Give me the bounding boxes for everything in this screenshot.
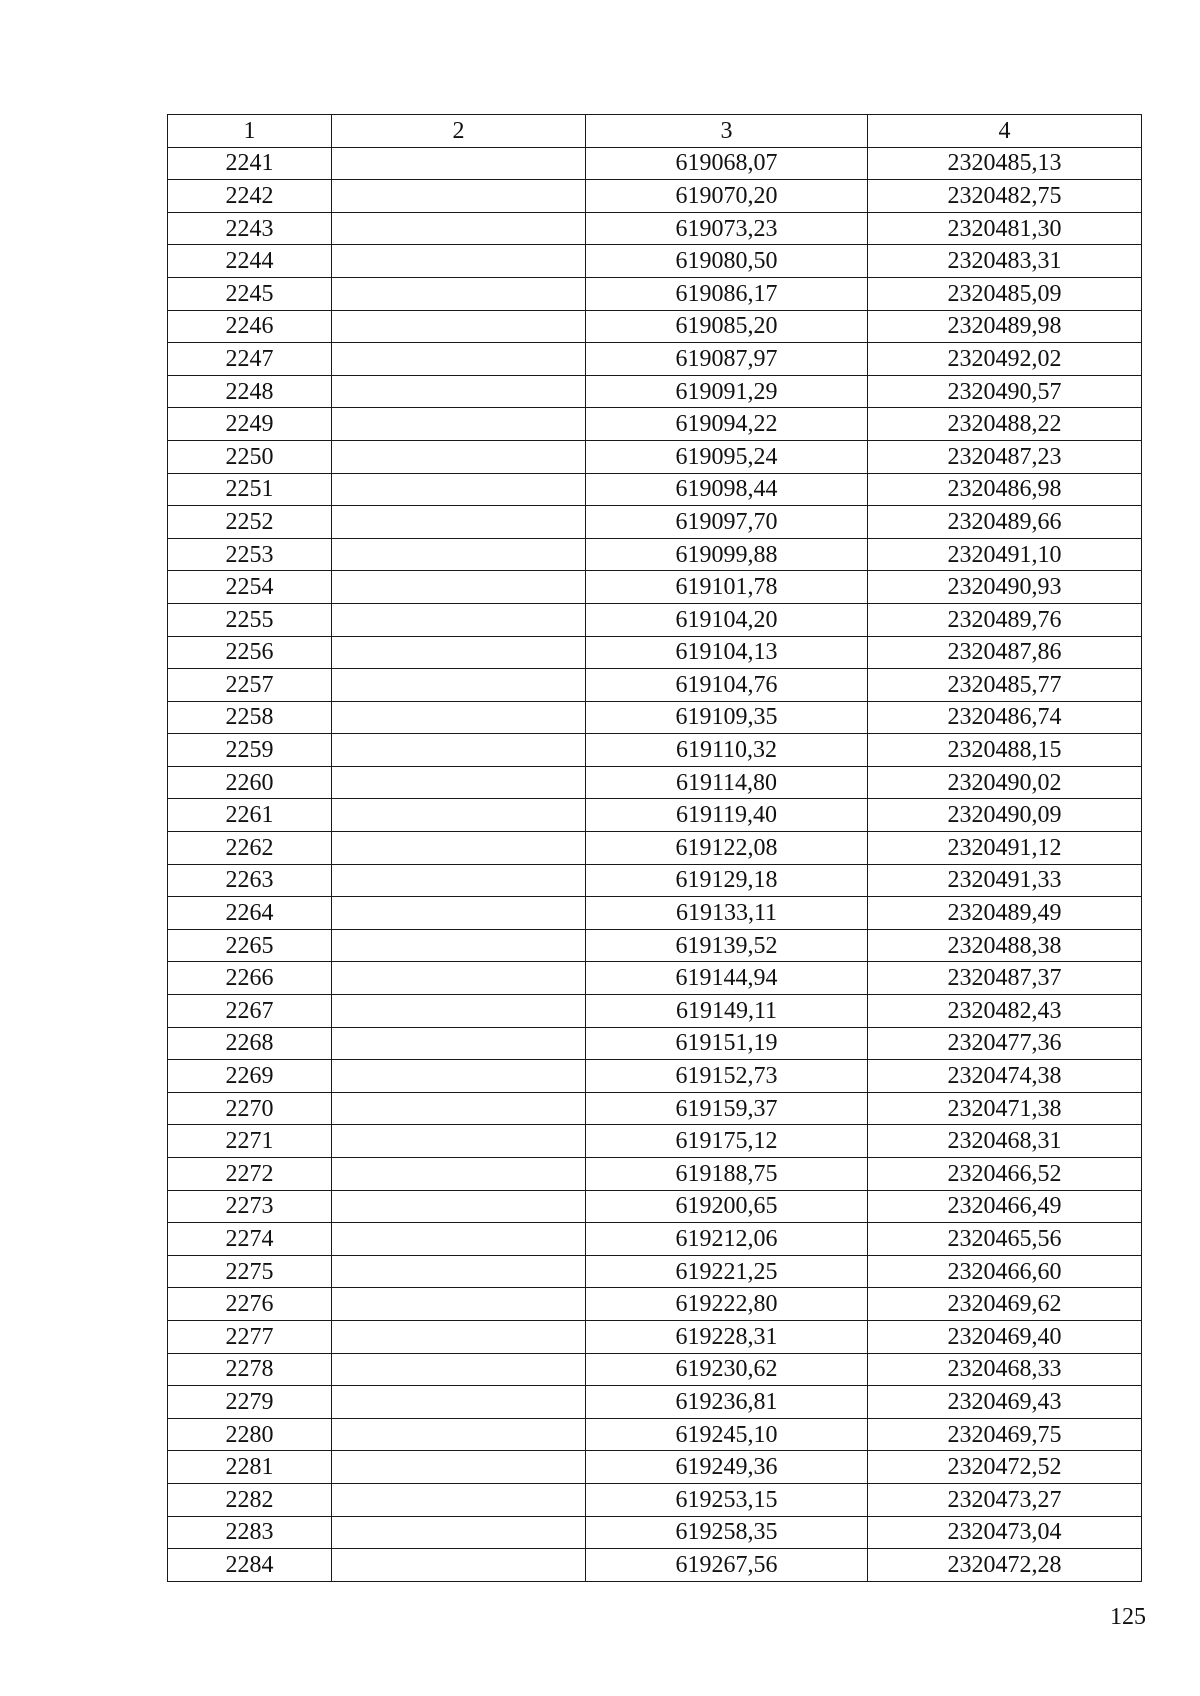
description-cell: [332, 375, 586, 408]
description-cell: [332, 734, 586, 767]
y-coordinate-cell: 2320486,74: [868, 701, 1142, 734]
x-coordinate-cell: 619122,08: [586, 832, 868, 865]
table-row: [168, 1386, 1142, 1419]
point-number-cell: 2256: [168, 636, 332, 669]
description-cell: [332, 277, 586, 310]
x-coordinate-cell: 619101,78: [586, 571, 868, 604]
header-cell-1: 1: [168, 115, 332, 148]
x-coordinate-cell: 619230,62: [586, 1353, 868, 1386]
x-coordinate-cell: 619228,31: [586, 1320, 868, 1353]
table-row: [168, 212, 1142, 245]
header-cell-2: 2: [332, 115, 586, 148]
description-cell: [332, 766, 586, 799]
x-coordinate-cell: 619151,19: [586, 1027, 868, 1060]
table-row: [168, 1353, 1142, 1386]
point-number-cell: 2257: [168, 669, 332, 702]
point-number-cell: 2262: [168, 832, 332, 865]
x-coordinate-cell: 619114,80: [586, 766, 868, 799]
description-cell: [332, 1320, 586, 1353]
y-coordinate-cell: 2320490,09: [868, 799, 1142, 832]
table-row: [168, 701, 1142, 734]
point-number-cell: 2269: [168, 1060, 332, 1093]
x-coordinate-cell: 619133,11: [586, 897, 868, 930]
x-coordinate-cell: 619139,52: [586, 929, 868, 962]
x-coordinate-cell: 619097,70: [586, 506, 868, 539]
y-coordinate-cell: 2320474,38: [868, 1060, 1142, 1093]
y-coordinate-cell: 2320485,77: [868, 669, 1142, 702]
y-coordinate-cell: 2320489,49: [868, 897, 1142, 930]
point-number-cell: 2263: [168, 864, 332, 897]
table-row: [168, 897, 1142, 930]
point-number-cell: 2249: [168, 408, 332, 441]
table-row: [168, 636, 1142, 669]
y-coordinate-cell: 2320487,37: [868, 962, 1142, 995]
description-cell: [332, 636, 586, 669]
description-cell: [332, 864, 586, 897]
x-coordinate-cell: 619149,11: [586, 995, 868, 1028]
table-row: [168, 440, 1142, 473]
point-number-cell: 2264: [168, 897, 332, 930]
table-row: [168, 799, 1142, 832]
y-coordinate-cell: 2320466,49: [868, 1190, 1142, 1223]
description-cell: [332, 1158, 586, 1191]
point-number-cell: 2271: [168, 1125, 332, 1158]
description-cell: [332, 603, 586, 636]
x-coordinate-cell: 619253,15: [586, 1483, 868, 1516]
table-row: [168, 310, 1142, 343]
y-coordinate-cell: 2320488,38: [868, 929, 1142, 962]
point-number-cell: 2282: [168, 1483, 332, 1516]
description-cell: [332, 538, 586, 571]
point-number-cell: 2272: [168, 1158, 332, 1191]
point-number-cell: 2278: [168, 1353, 332, 1386]
y-coordinate-cell: 2320491,33: [868, 864, 1142, 897]
description-cell: [332, 1092, 586, 1125]
x-coordinate-cell: 619095,24: [586, 440, 868, 473]
point-number-cell: 2276: [168, 1288, 332, 1321]
table-row: [168, 1060, 1142, 1093]
description-cell: [332, 245, 586, 278]
y-coordinate-cell: 2320489,76: [868, 603, 1142, 636]
y-coordinate-cell: 2320491,12: [868, 832, 1142, 865]
y-coordinate-cell: 2320472,28: [868, 1549, 1142, 1582]
description-cell: [332, 1516, 586, 1549]
table-row: [168, 995, 1142, 1028]
point-number-cell: 2268: [168, 1027, 332, 1060]
table-row: [168, 1320, 1142, 1353]
point-number-cell: 2247: [168, 343, 332, 376]
x-coordinate-cell: 619129,18: [586, 864, 868, 897]
x-coordinate-cell: 619236,81: [586, 1386, 868, 1419]
table-row: [168, 603, 1142, 636]
description-cell: [332, 212, 586, 245]
x-coordinate-cell: 619087,97: [586, 343, 868, 376]
point-number-cell: 2255: [168, 603, 332, 636]
y-coordinate-cell: 2320486,98: [868, 473, 1142, 506]
x-coordinate-cell: 619245,10: [586, 1418, 868, 1451]
point-number-cell: 2243: [168, 212, 332, 245]
x-coordinate-cell: 619104,20: [586, 603, 868, 636]
table-row: [168, 343, 1142, 376]
x-coordinate-cell: 619070,20: [586, 180, 868, 213]
point-number-cell: 2242: [168, 180, 332, 213]
description-cell: [332, 1483, 586, 1516]
point-number-cell: 2270: [168, 1092, 332, 1125]
table-row: [168, 571, 1142, 604]
description-cell: [332, 408, 586, 441]
y-coordinate-cell: 2320487,86: [868, 636, 1142, 669]
y-coordinate-cell: 2320487,23: [868, 440, 1142, 473]
y-coordinate-cell: 2320466,52: [868, 1158, 1142, 1191]
table-row: [168, 147, 1142, 180]
table-row: [168, 1092, 1142, 1125]
y-coordinate-cell: 2320473,27: [868, 1483, 1142, 1516]
description-cell: [332, 1418, 586, 1451]
y-coordinate-cell: 2320485,09: [868, 277, 1142, 310]
point-number-cell: 2244: [168, 245, 332, 278]
x-coordinate-cell: 619073,23: [586, 212, 868, 245]
description-cell: [332, 1060, 586, 1093]
table-row: [168, 1516, 1142, 1549]
y-coordinate-cell: 2320482,75: [868, 180, 1142, 213]
x-coordinate-cell: 619152,73: [586, 1060, 868, 1093]
description-cell: [332, 897, 586, 930]
x-coordinate-cell: 619119,40: [586, 799, 868, 832]
point-number-cell: 2280: [168, 1418, 332, 1451]
description-cell: [332, 1255, 586, 1288]
point-number-cell: 2254: [168, 571, 332, 604]
table-row: [168, 962, 1142, 995]
page-number: 125: [1110, 1604, 1146, 1630]
y-coordinate-cell: 2320472,52: [868, 1451, 1142, 1484]
table-row: [168, 1549, 1142, 1582]
x-coordinate-cell: 619200,65: [586, 1190, 868, 1223]
description-cell: [332, 1451, 586, 1484]
y-coordinate-cell: 2320488,15: [868, 734, 1142, 767]
table-row: [168, 929, 1142, 962]
description-cell: [332, 669, 586, 702]
point-number-cell: 2277: [168, 1320, 332, 1353]
description-cell: [332, 1125, 586, 1158]
table-row: [168, 408, 1142, 441]
point-number-cell: 2283: [168, 1516, 332, 1549]
table-row: [168, 277, 1142, 310]
x-coordinate-cell: 619159,37: [586, 1092, 868, 1125]
description-cell: [332, 1027, 586, 1060]
y-coordinate-cell: 2320469,75: [868, 1418, 1142, 1451]
table-row: [168, 1451, 1142, 1484]
point-number-cell: 2265: [168, 929, 332, 962]
x-coordinate-cell: 619144,94: [586, 962, 868, 995]
x-coordinate-cell: 619109,35: [586, 701, 868, 734]
table-row: [168, 766, 1142, 799]
x-coordinate-cell: 619104,76: [586, 669, 868, 702]
table-row: [168, 538, 1142, 571]
y-coordinate-cell: 2320490,93: [868, 571, 1142, 604]
description-cell: [332, 832, 586, 865]
description-cell: [332, 962, 586, 995]
point-number-cell: 2252: [168, 506, 332, 539]
point-number-cell: 2258: [168, 701, 332, 734]
point-number-cell: 2279: [168, 1386, 332, 1419]
table-row: [168, 375, 1142, 408]
y-coordinate-cell: 2320489,66: [868, 506, 1142, 539]
point-number-cell: 2267: [168, 995, 332, 1028]
table-row: [168, 864, 1142, 897]
y-coordinate-cell: 2320485,13: [868, 147, 1142, 180]
point-number-cell: 2273: [168, 1190, 332, 1223]
description-cell: [332, 995, 586, 1028]
point-number-cell: 2246: [168, 310, 332, 343]
y-coordinate-cell: 2320471,38: [868, 1092, 1142, 1125]
table-row: [168, 1027, 1142, 1060]
x-coordinate-cell: 619085,20: [586, 310, 868, 343]
description-cell: [332, 799, 586, 832]
table-row: [168, 1190, 1142, 1223]
x-coordinate-cell: 619249,36: [586, 1451, 868, 1484]
x-coordinate-cell: 619091,29: [586, 375, 868, 408]
point-number-cell: 2261: [168, 799, 332, 832]
point-number-cell: 2266: [168, 962, 332, 995]
x-coordinate-cell: 619099,88: [586, 538, 868, 571]
table-row: [168, 245, 1142, 278]
point-number-cell: 2251: [168, 473, 332, 506]
y-coordinate-cell: 2320488,22: [868, 408, 1142, 441]
table-row: [168, 669, 1142, 702]
point-number-cell: 2284: [168, 1549, 332, 1582]
description-cell: [332, 929, 586, 962]
x-coordinate-cell: 619068,07: [586, 147, 868, 180]
point-number-cell: 2259: [168, 734, 332, 767]
table-row: [168, 473, 1142, 506]
table-row: [168, 1255, 1142, 1288]
point-number-cell: 2260: [168, 766, 332, 799]
table-row: [168, 180, 1142, 213]
point-number-cell: 2241: [168, 147, 332, 180]
y-coordinate-cell: 2320492,02: [868, 343, 1142, 376]
x-coordinate-cell: 619175,12: [586, 1125, 868, 1158]
x-coordinate-cell: 619221,25: [586, 1255, 868, 1288]
y-coordinate-cell: 2320491,10: [868, 538, 1142, 571]
point-number-cell: 2275: [168, 1255, 332, 1288]
point-number-cell: 2250: [168, 440, 332, 473]
point-number-cell: 2274: [168, 1223, 332, 1256]
y-coordinate-cell: 2320466,60: [868, 1255, 1142, 1288]
y-coordinate-cell: 2320490,57: [868, 375, 1142, 408]
description-cell: [332, 180, 586, 213]
table-header-row: [168, 115, 1142, 148]
y-coordinate-cell: 2320473,04: [868, 1516, 1142, 1549]
description-cell: [332, 147, 586, 180]
description-cell: [332, 1190, 586, 1223]
y-coordinate-cell: 2320490,02: [868, 766, 1142, 799]
x-coordinate-cell: 619080,50: [586, 245, 868, 278]
y-coordinate-cell: 2320481,30: [868, 212, 1142, 245]
description-cell: [332, 571, 586, 604]
x-coordinate-cell: 619098,44: [586, 473, 868, 506]
point-number-cell: 2245: [168, 277, 332, 310]
y-coordinate-cell: 2320469,62: [868, 1288, 1142, 1321]
table-row: [168, 734, 1142, 767]
x-coordinate-cell: 619212,06: [586, 1223, 868, 1256]
table-body: [168, 115, 1142, 1582]
y-coordinate-cell: 2320483,31: [868, 245, 1142, 278]
x-coordinate-cell: 619222,80: [586, 1288, 868, 1321]
point-number-cell: 2281: [168, 1451, 332, 1484]
x-coordinate-cell: 619094,22: [586, 408, 868, 441]
table-row: [168, 1288, 1142, 1321]
description-cell: [332, 701, 586, 734]
x-coordinate-cell: 619258,35: [586, 1516, 868, 1549]
y-coordinate-cell: 2320477,36: [868, 1027, 1142, 1060]
x-coordinate-cell: 619104,13: [586, 636, 868, 669]
description-cell: [332, 1386, 586, 1419]
y-coordinate-cell: 2320469,40: [868, 1320, 1142, 1353]
description-cell: [332, 1549, 586, 1582]
description-cell: [332, 473, 586, 506]
description-cell: [332, 310, 586, 343]
description-cell: [332, 343, 586, 376]
description-cell: [332, 1288, 586, 1321]
table-row: [168, 1158, 1142, 1191]
x-coordinate-cell: 619188,75: [586, 1158, 868, 1191]
point-number-cell: 2253: [168, 538, 332, 571]
point-number-cell: 2248: [168, 375, 332, 408]
x-coordinate-cell: 619086,17: [586, 277, 868, 310]
table-row: [168, 1418, 1142, 1451]
y-coordinate-cell: 2320482,43: [868, 995, 1142, 1028]
table-row: [168, 506, 1142, 539]
description-cell: [332, 506, 586, 539]
description-cell: [332, 1223, 586, 1256]
description-cell: [332, 440, 586, 473]
table-row: [168, 1125, 1142, 1158]
y-coordinate-cell: 2320489,98: [868, 310, 1142, 343]
description-cell: [332, 1353, 586, 1386]
x-coordinate-cell: 619110,32: [586, 734, 868, 767]
y-coordinate-cell: 2320468,33: [868, 1353, 1142, 1386]
header-cell-3: 3: [586, 115, 868, 148]
table-row: [168, 1483, 1142, 1516]
y-coordinate-cell: 2320465,56: [868, 1223, 1142, 1256]
header-cell-4: 4: [868, 115, 1142, 148]
table-row: [168, 1223, 1142, 1256]
y-coordinate-cell: 2320469,43: [868, 1386, 1142, 1419]
y-coordinate-cell: 2320468,31: [868, 1125, 1142, 1158]
table-row: [168, 832, 1142, 865]
coordinates-table: [167, 114, 1142, 1582]
x-coordinate-cell: 619267,56: [586, 1549, 868, 1582]
